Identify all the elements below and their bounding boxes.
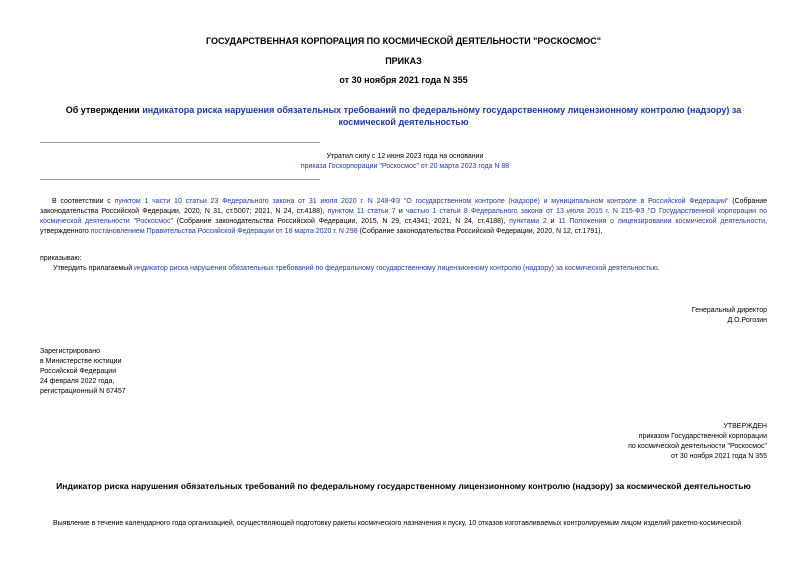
- doc-date: от 30 ноября 2021 года N 355: [339, 75, 468, 85]
- basis-text: (Собрание законодательства Российской Федерации, 2015, N 29, ст.4341; 2021, N 24, ст.4188),: [172, 218, 510, 225]
- approved-line: по космической деятельности "Роскосмос": [628, 443, 767, 450]
- basis-paragraph: [40, 197, 767, 237]
- validity-note: [240, 152, 570, 172]
- order-label: приказываю:: [40, 255, 82, 262]
- basis-text: (Собрание законодательства Российской Федерации, 2020, N 31, ст.5007; 2021, N 24, ст.4188),: [40, 198, 767, 215]
- basis-link-p2[interactable]: пунктами 2: [509, 218, 547, 225]
- signature-name: Д.О.Рогозин: [727, 317, 767, 324]
- doc-type: ПРИКАЗ: [385, 56, 422, 66]
- org-name: ГОСУДАРСТВЕННАЯ КОРПОРАЦИЯ ПО КОСМИЧЕСКОЙ ДЕЯТЕЛЬНОСТИ "РОСКОСМОС": [206, 36, 601, 46]
- order-text: .: [657, 265, 660, 272]
- approved-block: [628, 422, 767, 462]
- registration-block: [40, 347, 126, 397]
- approved-line: приказом Государственной корпорации: [638, 433, 767, 440]
- divider-top: [40, 142, 320, 143]
- basis-link-post298[interactable]: постановлением Правительства Российской Федерации от 18 марта 2020 г. N 298: [90, 228, 358, 235]
- basis-link-215fz[interactable]: частью 1 статьи 8 Федерального закона от 13 июля 2015 г. N 215-ФЗ "О Государственной корпорации по космической деятельности "Роскосмос": [40, 208, 767, 225]
- order-indicator-link[interactable]: индикатор риска нарушения обязательных требований по федеральному государственному лицензионному контролю (надзору) за космической деятельностью: [134, 265, 658, 272]
- doc-title-prefix: Об утверждении: [65, 105, 143, 115]
- signature-block: [692, 306, 767, 326]
- basis-text: (Собрание законодательства Российской Федерации, 2020, N 12, ст.1791),: [357, 228, 603, 235]
- basis-text: , утвержденного: [40, 218, 767, 235]
- doc-title-link[interactable]: индикатора риска нарушения обязательных требований по федеральному государственному лицензионному контролю (надзору) за космической деятельностью: [142, 105, 742, 127]
- basis-text: В соответствии с: [52, 198, 115, 205]
- signature-position: Генеральный директор: [691, 307, 767, 314]
- registration-line: регистрационный N 67457: [40, 388, 126, 395]
- indicator-title: Индикатор риска нарушения обязательных требований по федеральному государственному лицензионному контролю (надзору) за космической деятельностью: [56, 481, 751, 491]
- order-text: Утвердить прилагаемый: [53, 265, 135, 272]
- basis-link-248fz[interactable]: пунктом 1 части 10 статьи 23 Федерального закона от 31 июля 2020 г. N 248-ФЗ "О государственном контроле (надзоре) и муниципальном контроле в Российской Федерации": [114, 198, 729, 205]
- basis-link-p11-st7[interactable]: пунктом 11 статьи 7: [327, 208, 396, 215]
- approved-line: УТВЕРЖДЕН: [723, 423, 767, 430]
- basis-link-p11-polozhenie[interactable]: 11 Положения о лицензировании космической деятельности: [558, 218, 766, 225]
- registration-line: Зарегистрировано: [40, 348, 100, 355]
- approved-line: от 30 ноября 2021 года N 355: [671, 453, 767, 460]
- registration-line: в Министерстве юстиции: [40, 358, 122, 365]
- divider-bottom: [40, 179, 320, 180]
- basis-text: и: [546, 218, 559, 225]
- registration-line: Российской Федерации: [40, 368, 117, 375]
- registration-line: 24 февраля 2022 года,: [40, 378, 115, 385]
- basis-text: и: [395, 208, 407, 215]
- validity-line: Утратил силу с 12 июня 2023 года на основании: [326, 153, 484, 160]
- order-paragraph: [53, 264, 767, 274]
- doc-title: [40, 104, 767, 128]
- indicator-body: Выявление в течение календарного года организацией, осуществляющей подготовку ракеты космического назначения к пуску, 10 отказов изготавливаемых контролируемым лицом изделий ракетно-космической: [53, 520, 742, 527]
- validity-link[interactable]: приказа Госкорпорации "Роскосмос" от 20 марта 2023 года N 88: [300, 163, 510, 170]
